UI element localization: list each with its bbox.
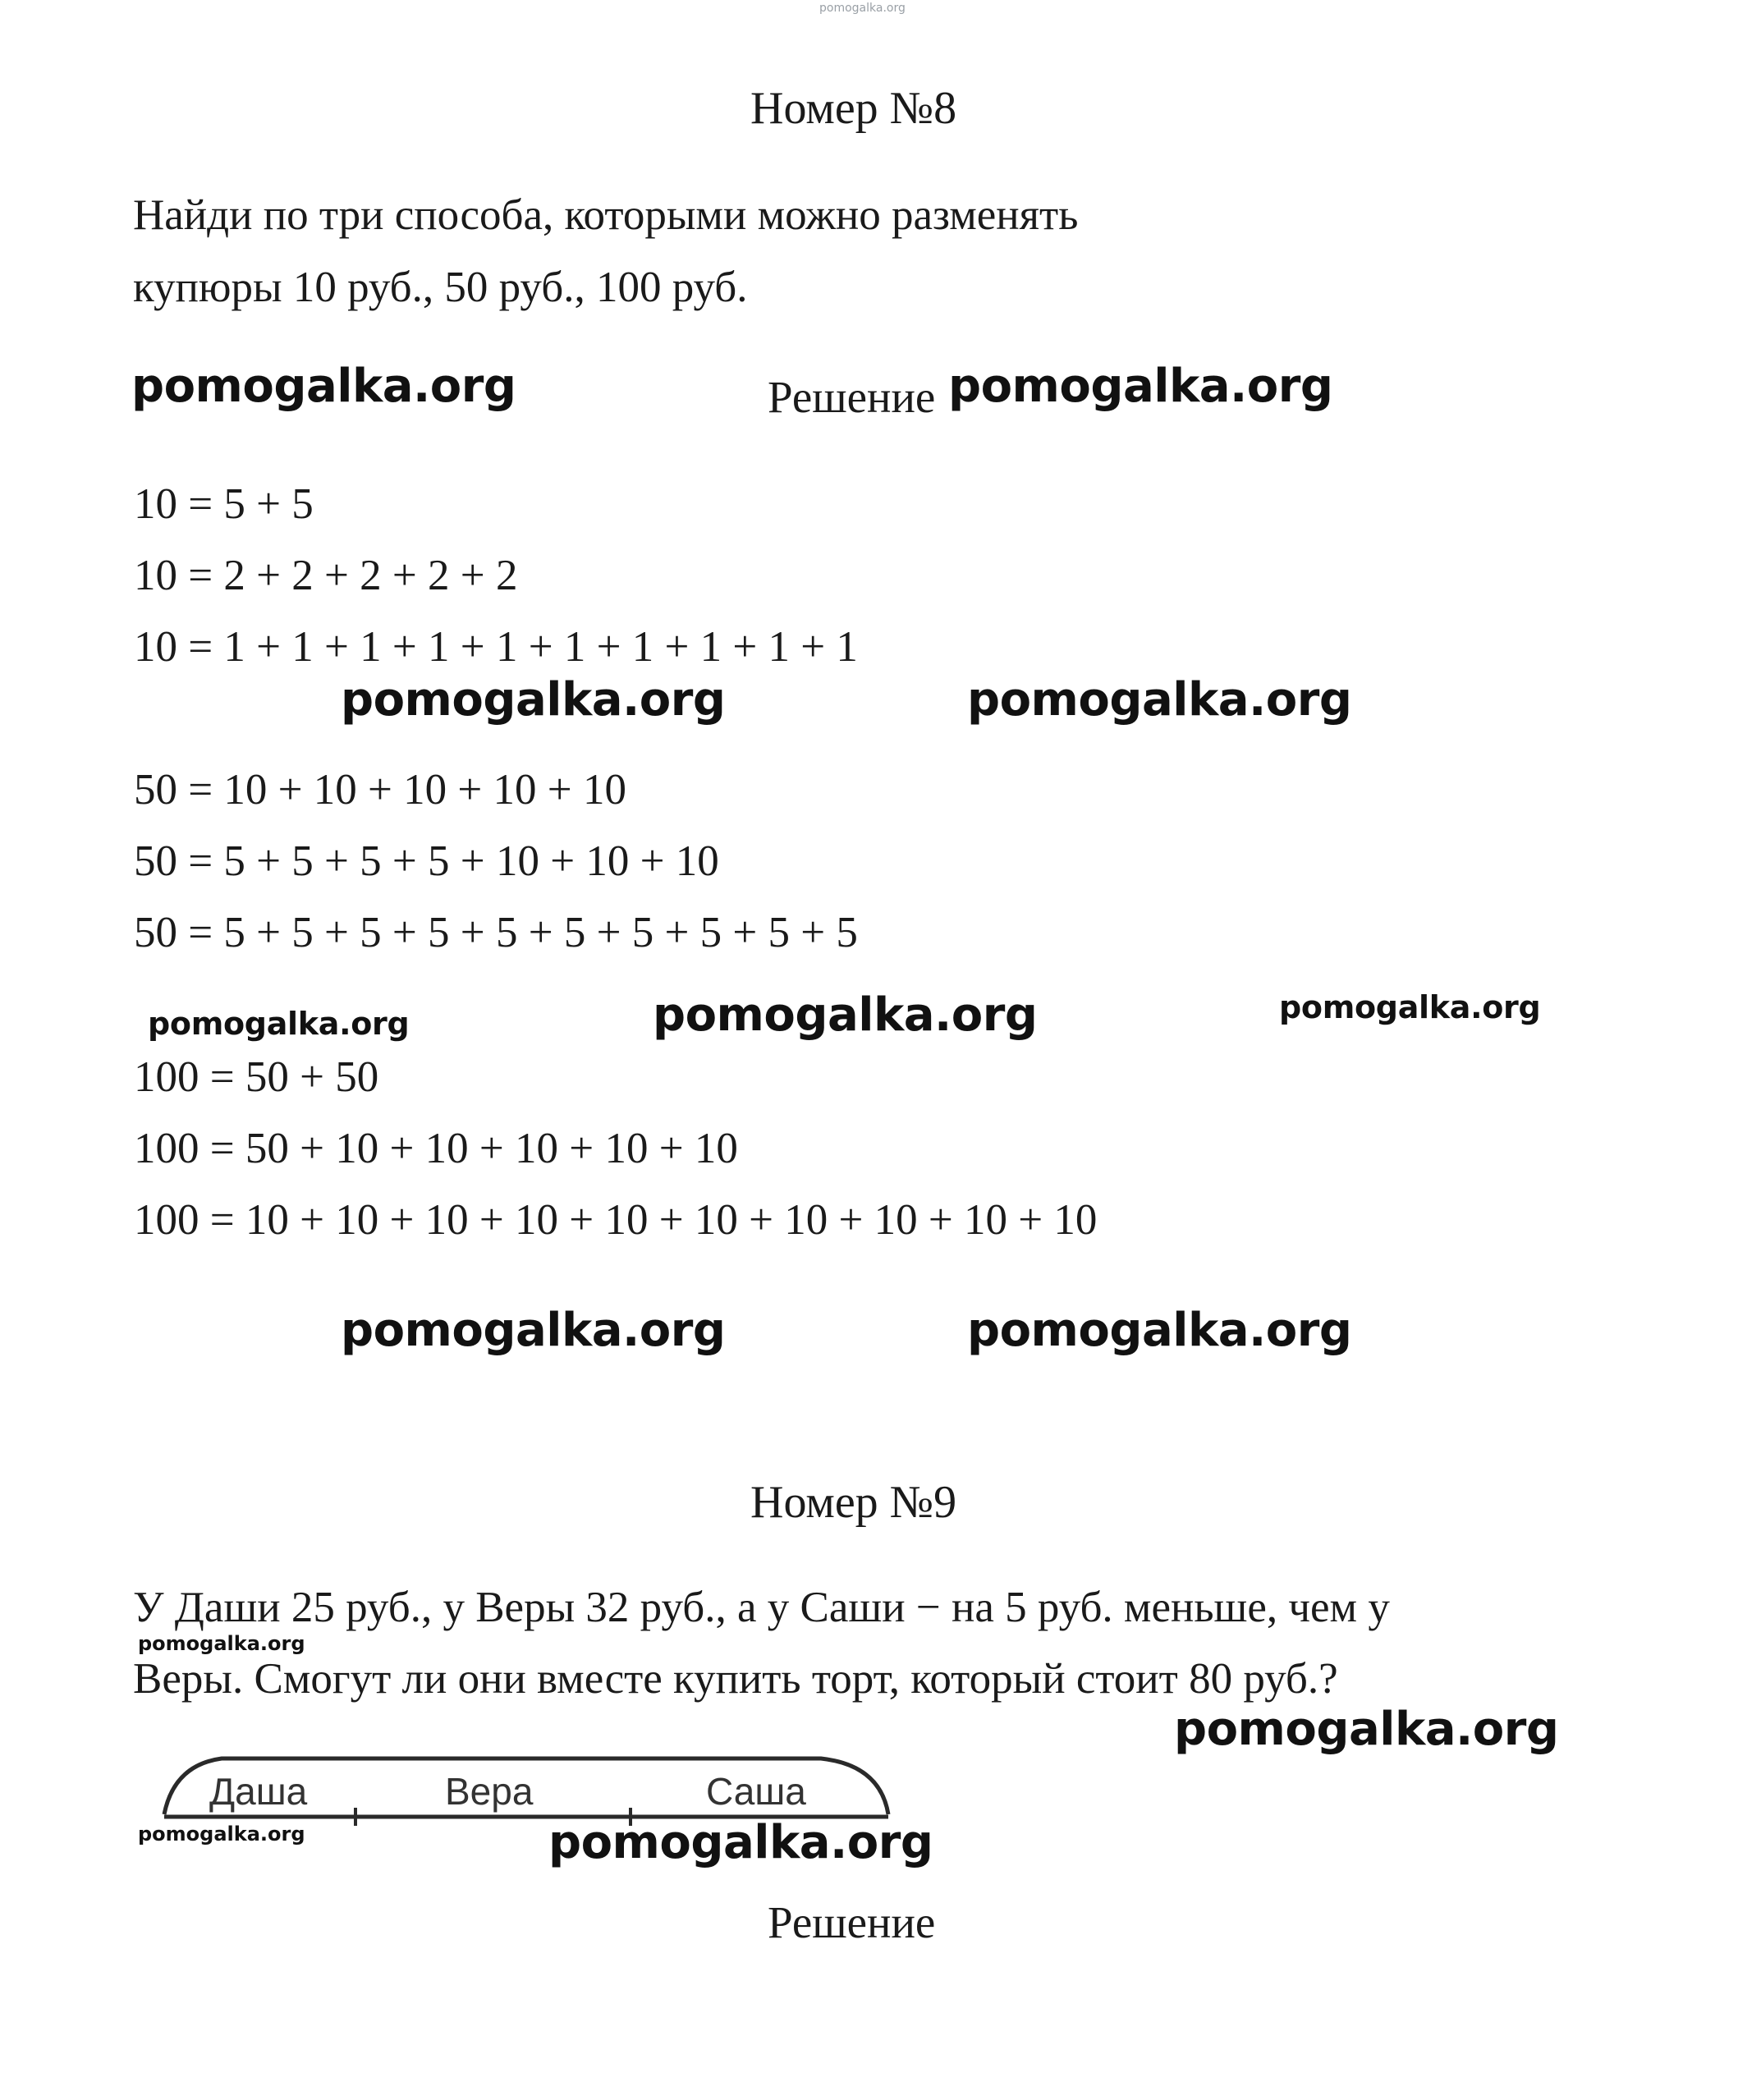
watermark: pomogalka.org (138, 1823, 305, 1846)
problem9-task-line2: Веры. Смогут ли они вместе купить торт, который стоит 80 руб.? (133, 1655, 1338, 1703)
equation-10-c: 10 = 1 + 1 + 1 + 1 + 1 + 1 + 1 + 1 + 1 + 1 (134, 623, 858, 671)
equation-50-a: 50 = 10 + 10 + 10 + 10 + 10 (134, 766, 626, 814)
watermark: pomogalka.org (1174, 1703, 1559, 1756)
watermark: pomogalka.org (148, 1006, 410, 1042)
diagram-label-sasha: Саша (706, 1770, 806, 1813)
watermark: pomogalka.org (1279, 989, 1541, 1025)
problem9-title: Номер №9 (750, 1477, 957, 1528)
watermark: pomogalka.org (548, 1816, 933, 1869)
problem9-task-line1: У Даши 25 руб., у Веры 32 руб., а у Саши − на 5 руб. меньше, чем у (133, 1584, 1390, 1631)
equation-50-c: 50 = 5 + 5 + 5 + 5 + 5 + 5 + 5 + 5 + 5 + 5 (134, 909, 858, 956)
watermark: pomogalka.org (341, 673, 726, 727)
problem8-task-line2: купюры 10 руб., 50 руб., 100 руб. (133, 264, 748, 311)
diagram-label-vera: Вера (445, 1770, 534, 1813)
watermark: pomogalka.org (341, 1304, 726, 1357)
watermark: pomogalka.org (653, 988, 1038, 1042)
watermark: pomogalka.org (948, 360, 1333, 413)
problem9-solution-label: Решение (768, 1897, 936, 1947)
watermark: pomogalka.org (138, 1632, 305, 1655)
problem8-task-line1: Найди по три способа, которыми можно разменять (133, 191, 1079, 239)
watermark-top: pomogalka.org (819, 2, 906, 15)
equation-100-b: 100 = 50 + 10 + 10 + 10 + 10 + 10 (134, 1125, 738, 1172)
problem8-title: Номер №8 (750, 83, 957, 134)
equation-10-b: 10 = 2 + 2 + 2 + 2 + 2 (134, 552, 518, 599)
diagram-label-dasha: Даша (209, 1770, 308, 1813)
watermark: pomogalka.org (131, 360, 516, 413)
equation-100-a: 100 = 50 + 50 (134, 1053, 379, 1101)
watermark: pomogalka.org (967, 673, 1352, 727)
equation-50-b: 50 = 5 + 5 + 5 + 5 + 10 + 10 + 10 (134, 837, 719, 885)
equation-100-c: 100 = 10 + 10 + 10 + 10 + 10 + 10 + 10 + 10 + 10 + 10 (134, 1196, 1098, 1244)
problem8-solution-label: Решение (768, 372, 936, 422)
equation-10-a: 10 = 5 + 5 (134, 480, 314, 528)
watermark: pomogalka.org (967, 1304, 1352, 1357)
